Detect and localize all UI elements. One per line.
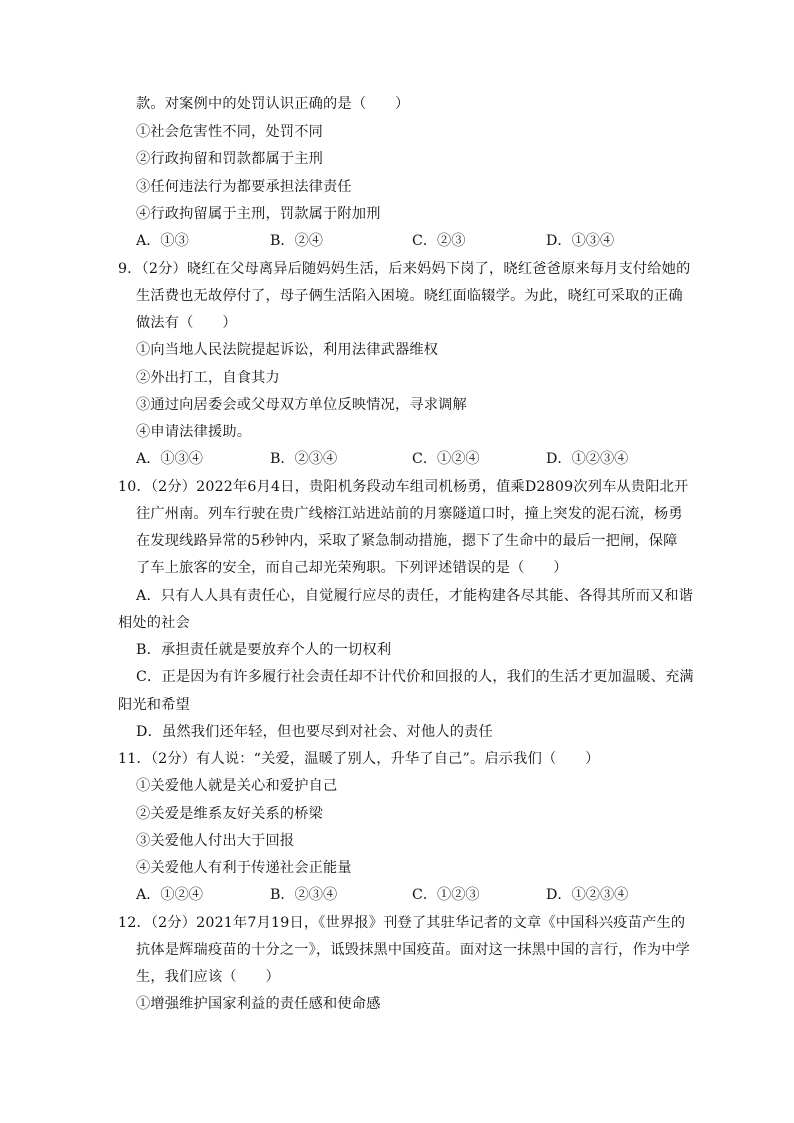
q11-options <box>136 885 676 905</box>
q9-option-b[interactable]: B．②③④ <box>270 451 338 467</box>
q9-option-c[interactable]: C．①②④ <box>412 451 480 467</box>
q11-item-3: ③关爱他人付出大于回报 <box>136 833 295 849</box>
q8-option-d[interactable]: D．①③④ <box>546 233 615 249</box>
q12-stem-line-2: 抗体是辉瑞疫苗的十分之一》，诋毁抹黑中国疫苗。面对这一抹黑中国的言行，作为中学 <box>136 942 691 958</box>
q9-item-3: ③通过向居委会或父母双方单位反映情况，寻求调解 <box>136 397 467 413</box>
q9-stem-line-3: 做法有（ ） <box>136 315 237 331</box>
q9-stem-line-1: 9．（2分）晓红在父母离异后随妈妈生活，后来妈妈下岗了，晓红爸爸原来每月支付给她的 <box>118 261 691 277</box>
q9-item-1: ①向当地人民法院提起诉讼，利用法律武器维权 <box>136 342 439 358</box>
q10-choice-a-line-2[interactable]: 相处的社会 <box>118 615 190 631</box>
q8-option-b[interactable]: B．②④ <box>270 233 323 249</box>
q9-option-d[interactable]: D．①②③④ <box>546 451 629 467</box>
q11-stem-line-1: 11．（2分）有人说：“关爱，温暖了别人，升华了自己”。启示我们（ ） <box>118 751 600 767</box>
q9-item-2: ②外出打工，自食其力 <box>136 370 280 386</box>
q11-option-a[interactable]: A．①②④ <box>136 887 203 903</box>
q10-stem-line-4: 了车上旅客的安全，而自己却光荣殉职。下列评述错误的是（ ） <box>136 560 568 576</box>
q10-choice-c-line-1[interactable]: C．正是因为有许多履行社会责任却不计代价和回报的人，我们的生活才更加温暖、充满 <box>136 669 694 685</box>
q10-choice-b[interactable]: B．承担责任就是要放弃个人的一切权利 <box>136 642 392 658</box>
q10-choice-c-line-2[interactable]: 阳光和希望 <box>118 697 190 713</box>
q8-item-4: ④行政拘留属于主刑，罚款属于附加刑 <box>136 206 381 222</box>
q11-item-2: ②关爱是维系友好关系的桥梁 <box>136 806 324 822</box>
q10-choice-a-line-1[interactable]: A．只有人人具有责任心，自觉履行应尽的责任，才能构建各尽其能、各得其所而又和谐 <box>136 588 694 604</box>
q8-item-1: ①社会危害性不同，处罚不同 <box>136 124 324 140</box>
q10-stem-line-3: 在发现线路异常的5秒钟内，采取了紧急制动措施，摁下了生命中的最后一把闸，保障 <box>136 533 678 549</box>
q9-options <box>136 449 676 469</box>
q10-stem-line-1: 10．（2分）2022年6月4日，贵阳机务段动车组司机杨勇，值乘D2809次列车从贵阳北开 <box>118 479 689 495</box>
q12-stem-line-3: 生，我们应该（ ） <box>136 969 280 985</box>
q8-options <box>136 231 676 251</box>
q8-item-3: ③任何违法行为都要承担法律责任 <box>136 179 352 195</box>
q10-choice-d[interactable]: D．虽然我们还年轻，但也要尽到对社会、对他人的责任 <box>136 724 493 740</box>
q12-item-1: ①增强维护国家利益的责任感和使命感 <box>136 996 381 1012</box>
q8-stem-continuation: 款。对案例中的处罚认识正确的是（ ） <box>136 96 410 112</box>
q11-option-b[interactable]: B．②③④ <box>270 887 338 903</box>
q8-item-2: ②行政拘留和罚款都属于主刑 <box>136 151 324 167</box>
q11-item-4: ④关爱他人有利于传递社会正能量 <box>136 860 352 876</box>
q9-option-a[interactable]: A．①③④ <box>136 451 203 467</box>
q11-item-1: ①关爱他人就是关心和爱护自己 <box>136 778 338 794</box>
q9-stem-line-2: 生活费也无故停付了，母子俩生活陷入困境。晓红面临辍学。为此，晓红可采取的正确 <box>136 288 683 304</box>
q11-option-d[interactable]: D．①②③④ <box>546 887 629 903</box>
q9-item-4: ④申请法律援助。 <box>136 424 252 440</box>
q10-stem-line-2: 往广州南。列车行驶在贵广线榕江站进站前的月寨隧道口时，撞上突发的泥石流，杨勇 <box>136 506 683 522</box>
q11-option-c[interactable]: C．①②③ <box>412 887 480 903</box>
q8-option-a[interactable]: A．①③ <box>136 233 189 249</box>
q8-option-c[interactable]: C．②③ <box>412 233 466 249</box>
q12-stem-line-1: 12．（2分）2021年7月19日，《世界报》刊登了其驻华记者的文章《中国科兴疫苗产生的 <box>118 915 686 931</box>
